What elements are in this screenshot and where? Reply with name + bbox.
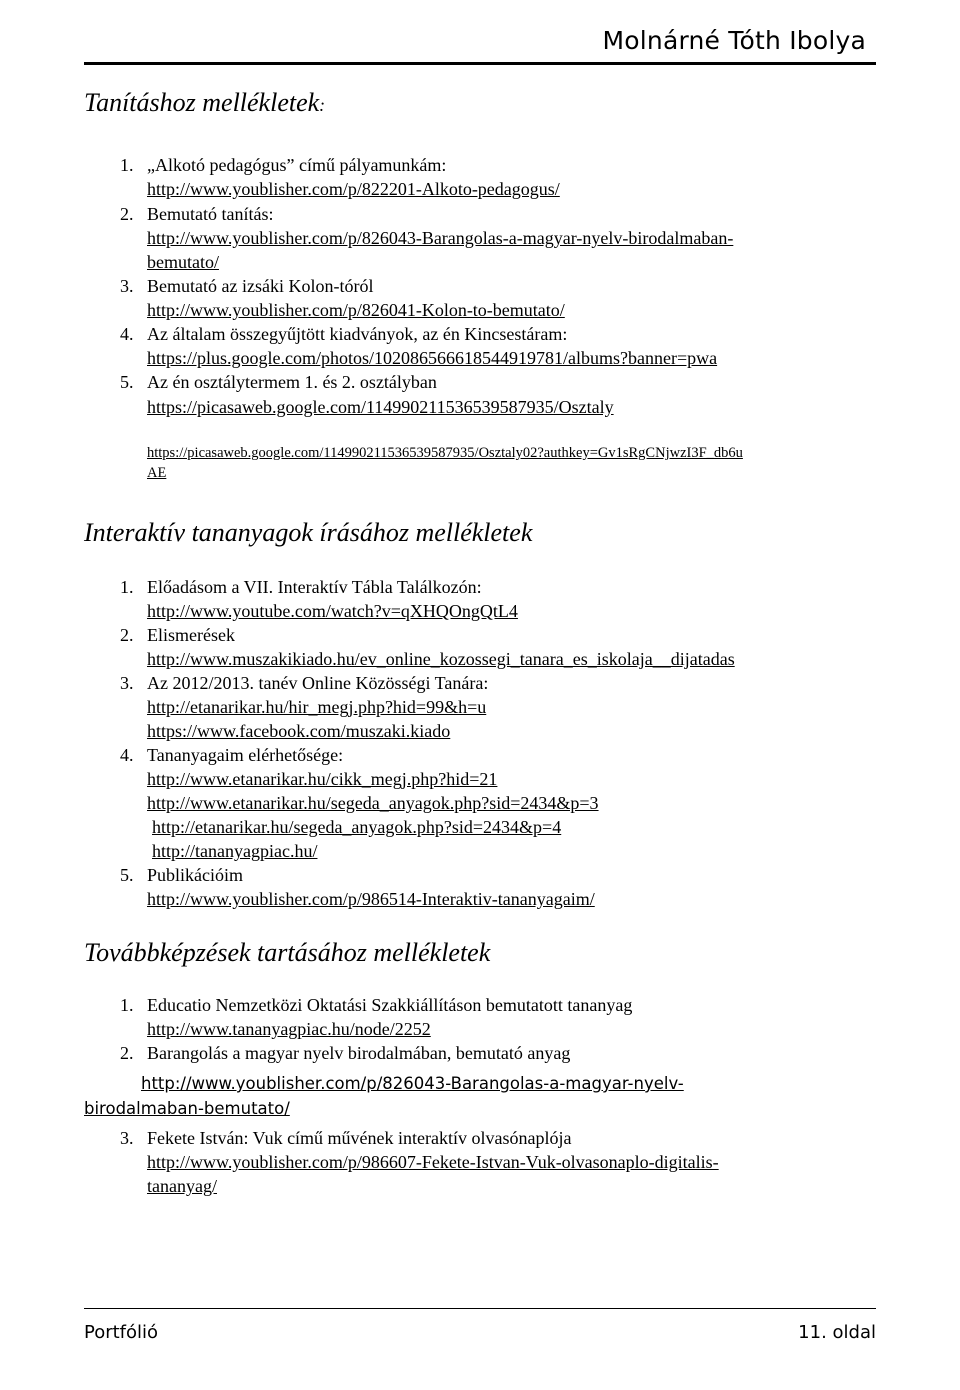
section-heading-teaching: Tanításhoz mellékletek: — [84, 88, 326, 117]
list-item: 2. Barangolás a magyar nyelv birodalmában, bemutató anyag — [120, 1043, 571, 1063]
link[interactable]: http://www.youblisher.com/p/826043-Barangolas-a-magyar-nyelv-birodalmaban- — [147, 228, 734, 248]
link[interactable]: http://etanarikar.hu/hir_megj.php?hid=99&h=u — [147, 697, 487, 717]
link[interactable]: http://www.youblisher.com/p/826043-Barangolas-a-magyar-nyelv- — [141, 1074, 684, 1093]
link[interactable]: https://plus.google.com/photos/102086566618544919781/albums?banner=pwa — [147, 348, 718, 368]
link[interactable]: http://etanarikar.hu/segeda_anyagok.php?sid=2434&p=4 — [152, 817, 562, 837]
link[interactable]: birodalmaban-bemutato/ — [84, 1099, 290, 1118]
list-item: 4. Az általam összegyűjtött kiadványok, az én Kincsestáram: — [120, 324, 568, 344]
list-item: 3. Az 2012/2013. tanév Online Közösségi Tanára: — [120, 673, 489, 693]
list-item: 4. Tananyagaim elérhetősége: — [120, 745, 344, 765]
list-item: 1. „Alkotó pedagógus” című pályamunkám: — [120, 155, 447, 175]
link[interactable]: http://www.youtube.com/watch?v=qXHQOngQtL4 — [147, 601, 518, 621]
link[interactable]: https://picasaweb.google.com/114990211536539587935/Osztaly — [147, 397, 614, 417]
section-heading-training: Továbbképzések tartásához mellékletek — [84, 938, 491, 967]
link[interactable]: bemutato/ — [147, 252, 219, 272]
link[interactable]: http://tananyagpiac.hu/ — [152, 841, 318, 861]
link[interactable]: http://www.youblisher.com/p/986514-Interaktiv-tananyagaim/ — [147, 889, 595, 909]
link[interactable]: https://www.facebook.com/muszaki.kiado — [147, 721, 451, 741]
footer-title: Portfólió — [84, 1322, 159, 1343]
link[interactable]: http://www.youblisher.com/p/826041-Kolon-to-bemutato/ — [147, 300, 565, 320]
list-item: 2. Elismerések — [120, 625, 235, 645]
list-item: 3. Bemutató az izsáki Kolon-tóról — [120, 276, 374, 296]
list-item: 1. Educatio Nemzetközi Oktatási Szakkiállításon bemutatott tananyag — [120, 995, 633, 1015]
link[interactable]: http://www.etanarikar.hu/cikk_megj.php?hid=21 — [147, 769, 498, 789]
page-header — [84, 20, 876, 65]
list-item: 5. Publikációim — [120, 865, 243, 885]
link[interactable]: tananyag/ — [147, 1176, 217, 1196]
link[interactable]: http://www.tananyagpiac.hu/node/2252 — [147, 1019, 431, 1039]
section-heading-interactive: Interaktív tananyagok írásához mellékletek — [84, 518, 533, 547]
page-number: 11. oldal — [798, 1322, 876, 1343]
link[interactable]: http://www.youblisher.com/p/822201-Alkoto-pedagogus/ — [147, 179, 560, 199]
list-item: 5. Az én osztálytermem 1. és 2. osztályban — [120, 372, 437, 392]
link[interactable]: http://www.youblisher.com/p/986607-Fekete-Istvan-Vuk-olvasonaplo-digitalis- — [147, 1152, 719, 1172]
header-author: Molnárné Tóth Ibolya — [602, 26, 866, 55]
link[interactable]: https://picasaweb.google.com/114990211536539587935/Osztaly02?authkey=Gv1sRgCNjwzI3F_db6u — [147, 445, 743, 461]
list-item: 3. Fekete István: Vuk című művének interaktív olvasónaplója — [120, 1128, 572, 1148]
list-item: 2. Bemutató tanítás: — [120, 204, 274, 224]
link[interactable]: http://www.etanarikar.hu/segeda_anyagok.php?sid=2434&p=3 — [147, 793, 599, 813]
link[interactable]: AE — [147, 465, 167, 481]
list-item: 1. Előadásom a VII. Interaktív Tábla Találkozón: — [120, 577, 482, 597]
footer-divider — [84, 1308, 876, 1309]
link[interactable]: http://www.muszakikiado.hu/ev_online_kozossegi_tanara_es_iskolaja__dijatadas — [147, 649, 735, 669]
